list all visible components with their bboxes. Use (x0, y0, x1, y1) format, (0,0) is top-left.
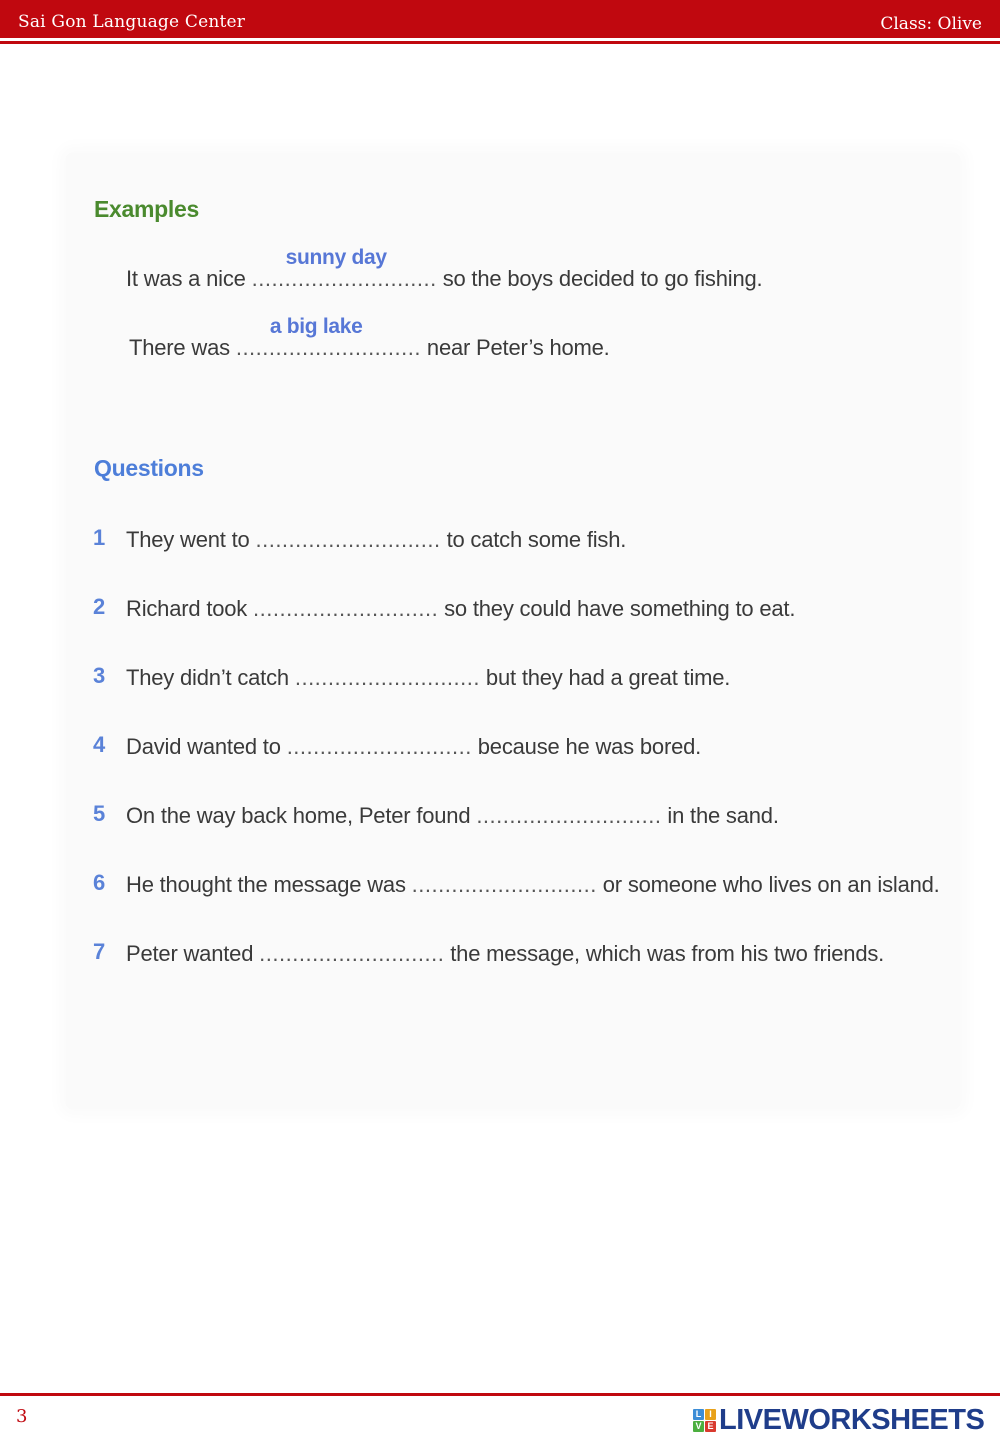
question-row (126, 941, 884, 967)
question-text-after: in the sand. (667, 803, 779, 828)
footer-divider (0, 1393, 1000, 1396)
question-text-before: He thought the message was (126, 872, 406, 897)
examples-title: Examples (94, 196, 199, 222)
question-text-after: because he was bored. (477, 734, 702, 759)
liveworksheets-icon: L I V E (693, 1409, 716, 1432)
answer-blank[interactable]: ............................ (253, 596, 439, 621)
question-row (126, 872, 940, 898)
example-blank: ............................ a big lake (235, 315, 421, 360)
example-text-before: It was a nice (126, 266, 246, 291)
center-name: Sai Gon Language Center (18, 12, 246, 32)
question-number: 7 (93, 939, 106, 964)
question-text-before: Richard took (126, 596, 248, 621)
question-text-before: They didn’t catch (126, 665, 289, 690)
question-text-before: David wanted to (126, 734, 281, 759)
question-row (126, 803, 779, 829)
question-text-after: so they could have something to eat. (444, 596, 796, 621)
page-number: 3 (16, 1406, 28, 1427)
example-answer: sunny day (285, 246, 387, 269)
answer-blank[interactable]: ............................ (255, 527, 441, 552)
question-number: 4 (93, 732, 106, 757)
brand-name: LIVEWORKSHEETS (719, 1403, 985, 1436)
question-number: 1 (93, 525, 106, 550)
example-row (126, 246, 763, 292)
question-text-after: the message, which was from his two friends. (450, 941, 885, 966)
question-row (126, 527, 626, 553)
example-text-after: so the boys decided to go fishing. (442, 266, 763, 291)
example-answer: a big lake (269, 315, 363, 338)
header-divider (0, 41, 1000, 44)
question-row (126, 665, 730, 691)
question-text-before: They went to (126, 527, 250, 552)
answer-blank[interactable]: ............................ (476, 803, 662, 828)
question-text-before: Peter wanted (126, 941, 254, 966)
example-blank: ............................ sunny day (251, 246, 437, 291)
answer-blank[interactable]: ............................ (286, 734, 472, 759)
question-number: 6 (93, 870, 106, 895)
example-text-before: There was (129, 335, 230, 360)
answer-blank[interactable]: ............................ (294, 665, 480, 690)
answer-blank[interactable]: ............................ (411, 872, 597, 897)
question-row (126, 596, 795, 622)
example-text-after: near Peter’s home. (426, 335, 610, 360)
answer-blank[interactable]: ............................ (259, 941, 445, 966)
liveworksheets-logo[interactable] (693, 1403, 984, 1437)
question-row (126, 734, 701, 760)
question-number: 3 (93, 663, 106, 688)
question-text-before: On the way back home, Peter found (126, 803, 471, 828)
question-text-after: but they had a great time. (485, 665, 731, 690)
class-label: Class: Olive (880, 14, 982, 34)
questions-title: Questions (94, 455, 204, 481)
question-number: 5 (93, 801, 106, 826)
example-row (129, 315, 610, 361)
question-text-after: or someone who lives on an island. (602, 872, 940, 897)
question-text-after: to catch some fish. (446, 527, 627, 552)
question-number: 2 (93, 594, 106, 619)
